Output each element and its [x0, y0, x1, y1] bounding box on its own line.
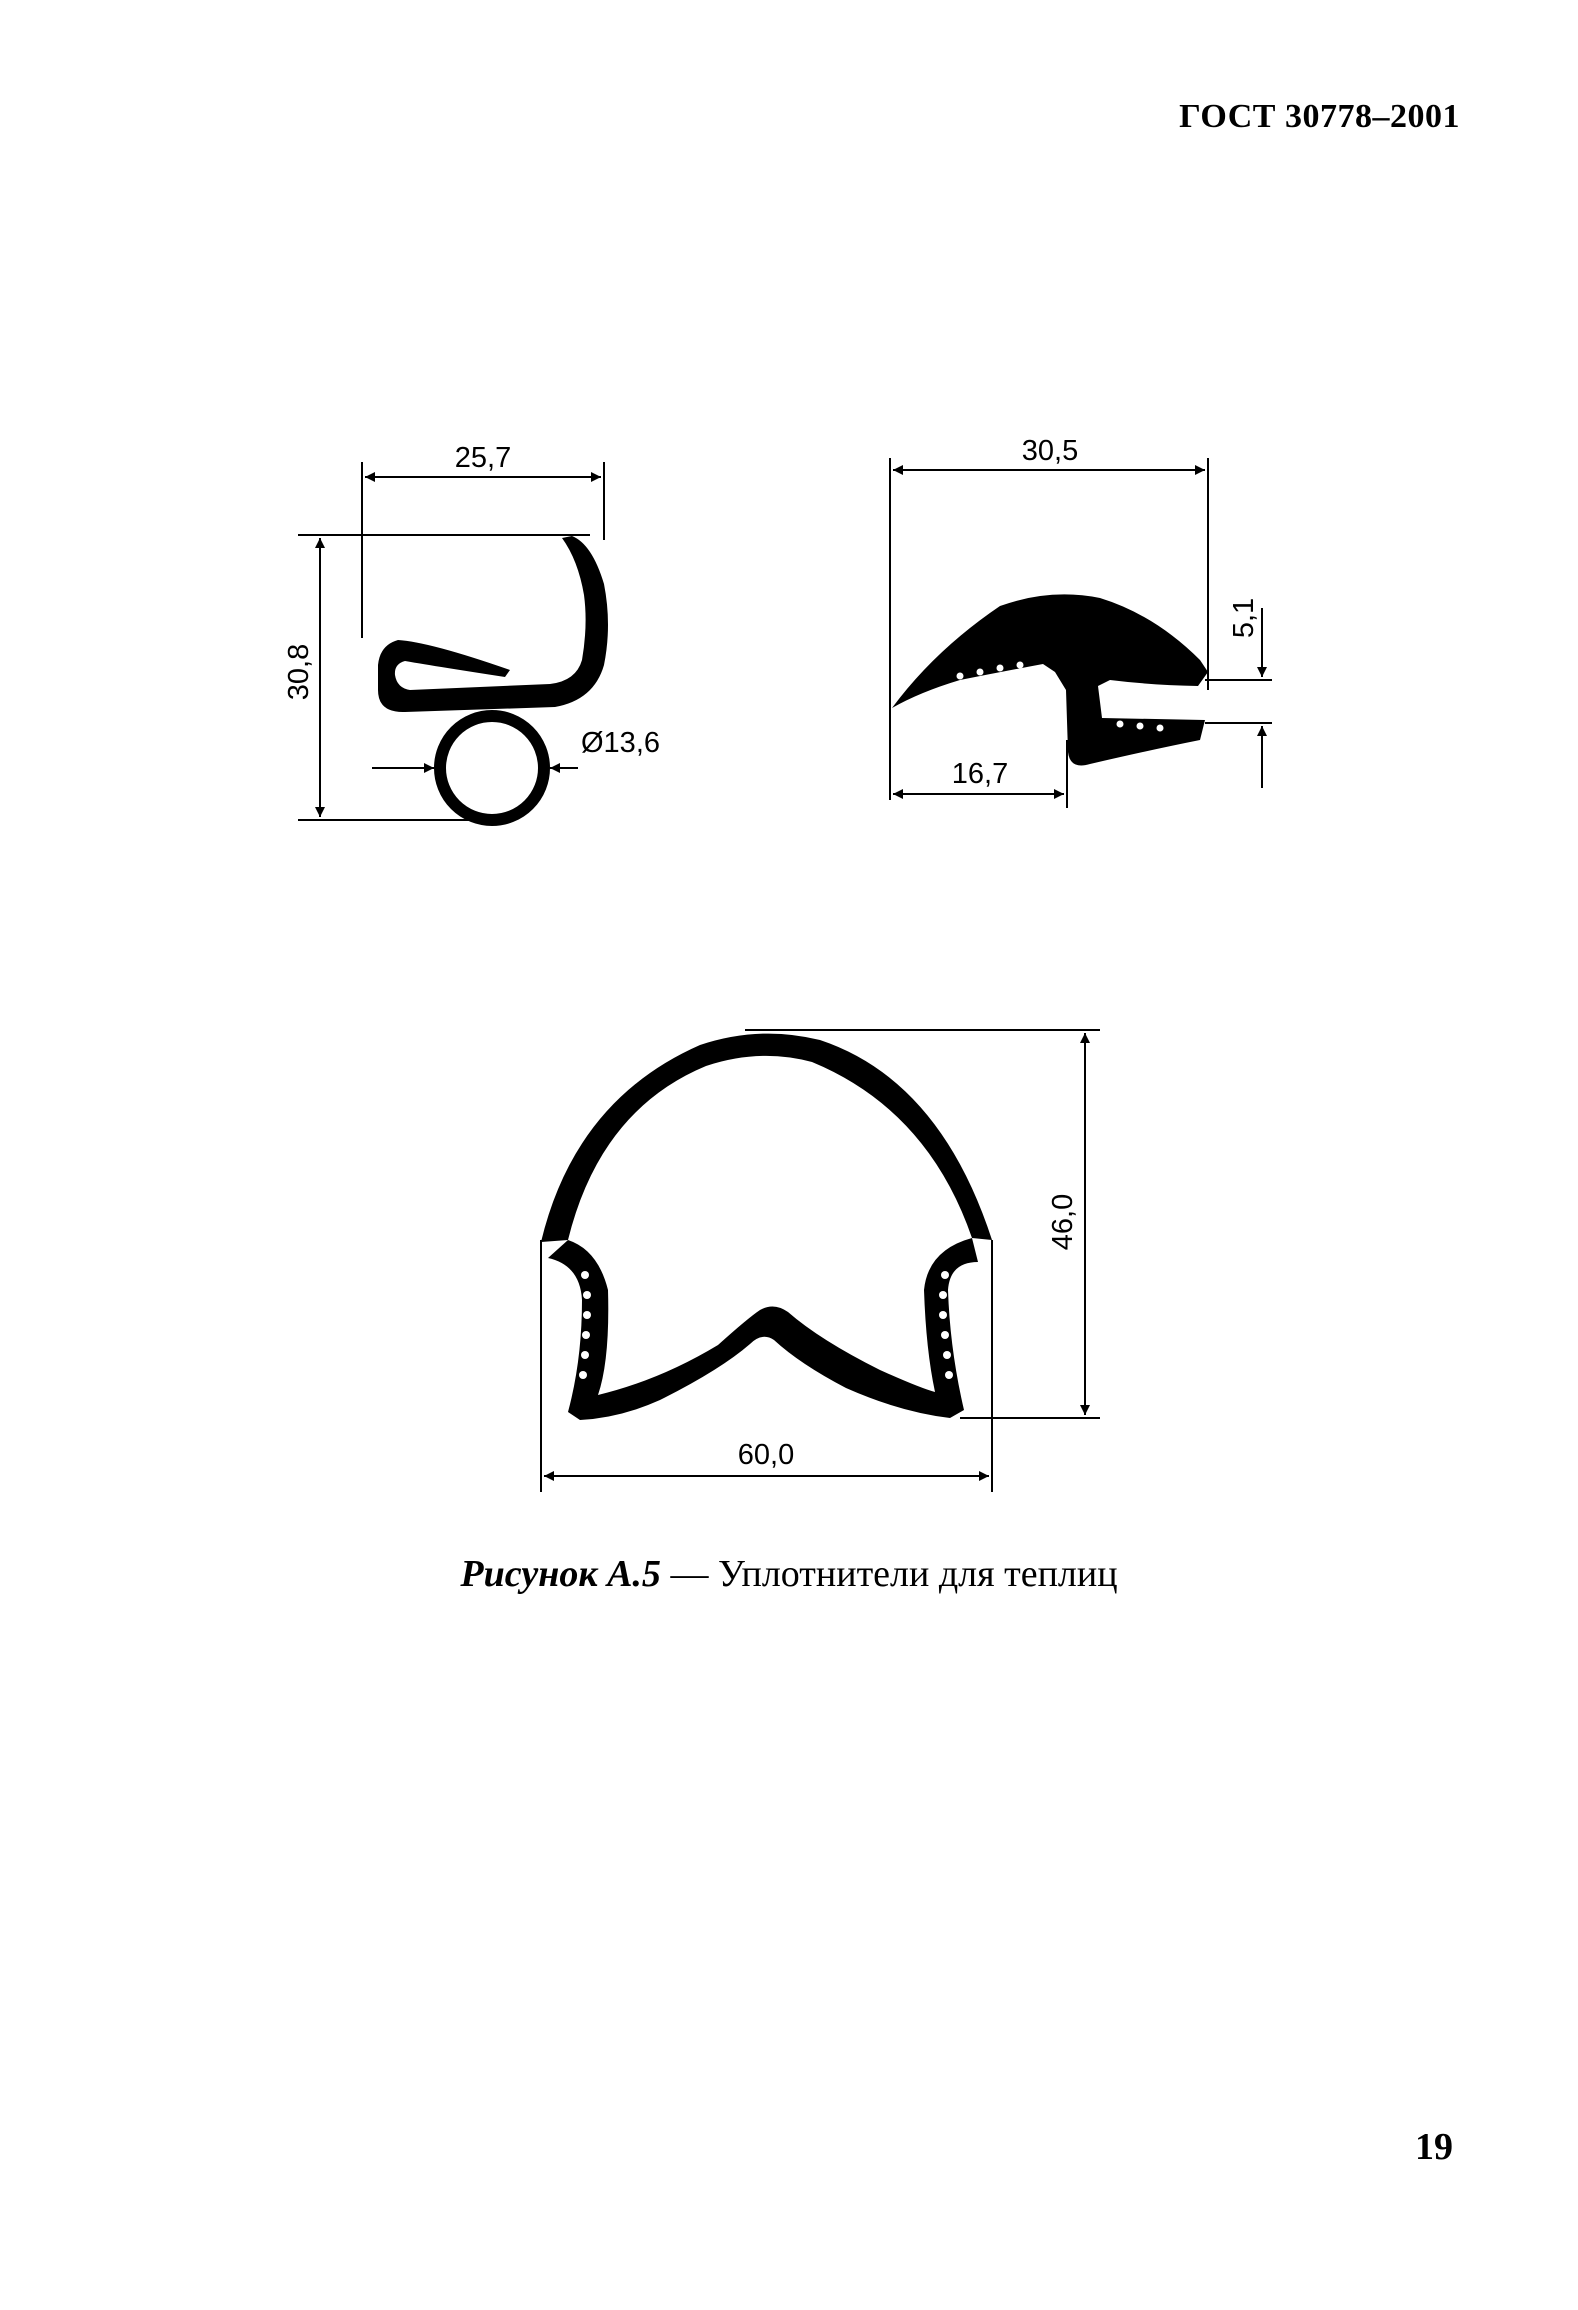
dimension-width: 25,7: [454, 442, 512, 474]
figure-title: Уплотнители для теплиц: [717, 1553, 1118, 1595]
dimension-height: 46,0: [1047, 1193, 1079, 1251]
seal-profile-3: [541, 1030, 1100, 1492]
seal-profile-2: [890, 435, 1272, 808]
dimension-gap: 5,1: [1228, 597, 1260, 639]
seal-profile-1: [283, 442, 660, 820]
caption-separator: —: [660, 1553, 718, 1595]
seal-2-body: [892, 594, 1208, 765]
document-header: ГОСТ 30778–2001: [1179, 98, 1460, 135]
figure-label: Рисунок А.5: [460, 1553, 661, 1595]
dimension-width: 60,0: [737, 1439, 795, 1471]
dimension-height: 30,8: [283, 643, 315, 701]
clip-body: [378, 536, 608, 712]
dimension-width: 30,5: [1021, 435, 1079, 467]
figure-caption: [0, 1552, 1578, 1596]
dimension-base: 16,7: [951, 758, 1009, 790]
seal-3-dome: [541, 1034, 992, 1242]
seal-3-left-leg: [548, 1238, 978, 1420]
page-number: 19: [1415, 2126, 1453, 2168]
dimension-diameter: Ø13,6: [581, 727, 660, 759]
tube-circle: [440, 716, 544, 820]
